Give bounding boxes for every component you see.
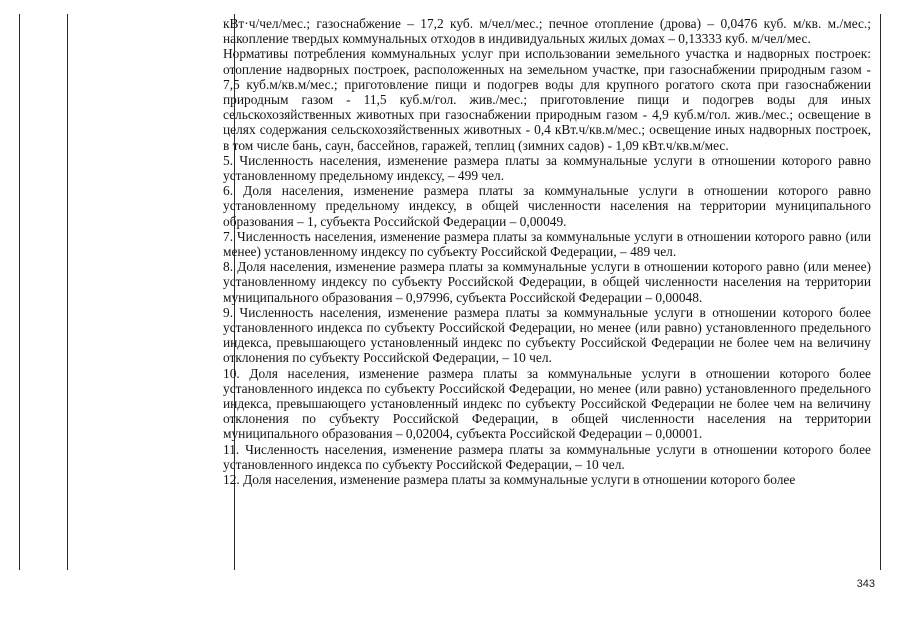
paragraph-item-12: 12. Доля населения, изменение размера платы за коммунальные услуги в отношении которого более xyxy=(223,472,796,488)
paragraph-item-7: 7. Численность населения, изменение размера платы за коммунальные услуги в отношении которого равно (или менее) установленному индексу по субъекту Российской Федерации, – 489 чел. xyxy=(223,228,871,260)
paragraph-item-10: 10. Доля населения, изменение размера платы за коммунальные услуги в отношении которого более установленного индекса по субъекту Российской Федерации, но менее (или равно) установленного предельного индекса, превышающего установленный индекс по субъекту Российской Федерации не более чем на величину отклонения по субъекту Российской Федерации, в общей численности населения на территории муниципального образования – 0,02004, субъекта Российской Федерации – 0,00001. xyxy=(223,365,871,442)
paragraph-item-5: 5. Численность населения, изменение размера платы за коммунальные услуги в отношении которого равно установленному предельному индексу, – 499 чел. xyxy=(223,152,871,184)
paragraph-consumption-norms: кВт·ч/чел/мес.; газоснабжение – 17,2 куб. м/чел/мес.; печное отопление (дрова) – 0,0476 куб. м/кв. м./мес.; накопление твердых коммунальных отходов в индивидуальных жилых домах – 0,13333 куб. м/чел/мес. xyxy=(223,16,871,47)
page-number: 343 xyxy=(856,578,875,590)
paragraph-item-6: 6. Доля населения, изменение размера платы за коммунальные услуги в отношении которого равно установленному предельному индексу, в общей численности населения на территории муниципального образования – 1, субъекта Российской Федерации – 0,00049. xyxy=(223,183,871,229)
paragraph-land-plot-norms: Нормативы потребления коммунальных услуг при использовании земельного участка и надворных построек: отопление надворных построек, расположенных на земельном участке, при газоснабжении природным газом - 7,5 куб.м/кв.м/мес.; приготовление пищи и подогрев воды для крупного рогатого скота при газоснабжении природным газом - 11,5 куб.м/гол. жив./мес.; приготовление пищи и подогрев воды для иных сельскохозяйственных животных при газоснабжении природным газом - 4,9 куб.м/гол. жив./мес.; освещение в целях содержания сельскохозяйственных животных - 0,4 кВт.ч/кв.м/мес.; освещение иных надворных построек, в том числе бань, саун, бассейнов, гаражей, теплиц (зимних садов) - 1,09 кВт.ч/кв.м/мес. xyxy=(223,46,871,153)
paragraph-item-11: 11. Численность населения, изменение размера платы за коммунальные услуги в отношении которого более установленного индекса по субъекту Российской Федерации, – 10 чел. xyxy=(223,441,871,472)
column-divider xyxy=(67,14,68,570)
paragraph-item-9: 9. Численность населения, изменение размера платы за коммунальные услуги в отношении которого более установленного индекса по субъекту Российской Федерации, но менее (или равно) установленного предельного индекса, превышающего установленный индекс по субъекту Российской Федерации не более чем на величину отклонения по субъекту Российской Федерации, – 10 чел. xyxy=(223,304,871,366)
table-text-cell xyxy=(223,16,871,572)
paragraph-item-8: 8. Доля населения, изменение размера платы за коммунальные услуги в отношении которого равно (или менее) установленному индексу по субъекту Российской Федерации, в общей численности населения на территории муниципального образования – 0,97996, субъекта Российской Федерации – 0,00048. xyxy=(223,259,871,305)
